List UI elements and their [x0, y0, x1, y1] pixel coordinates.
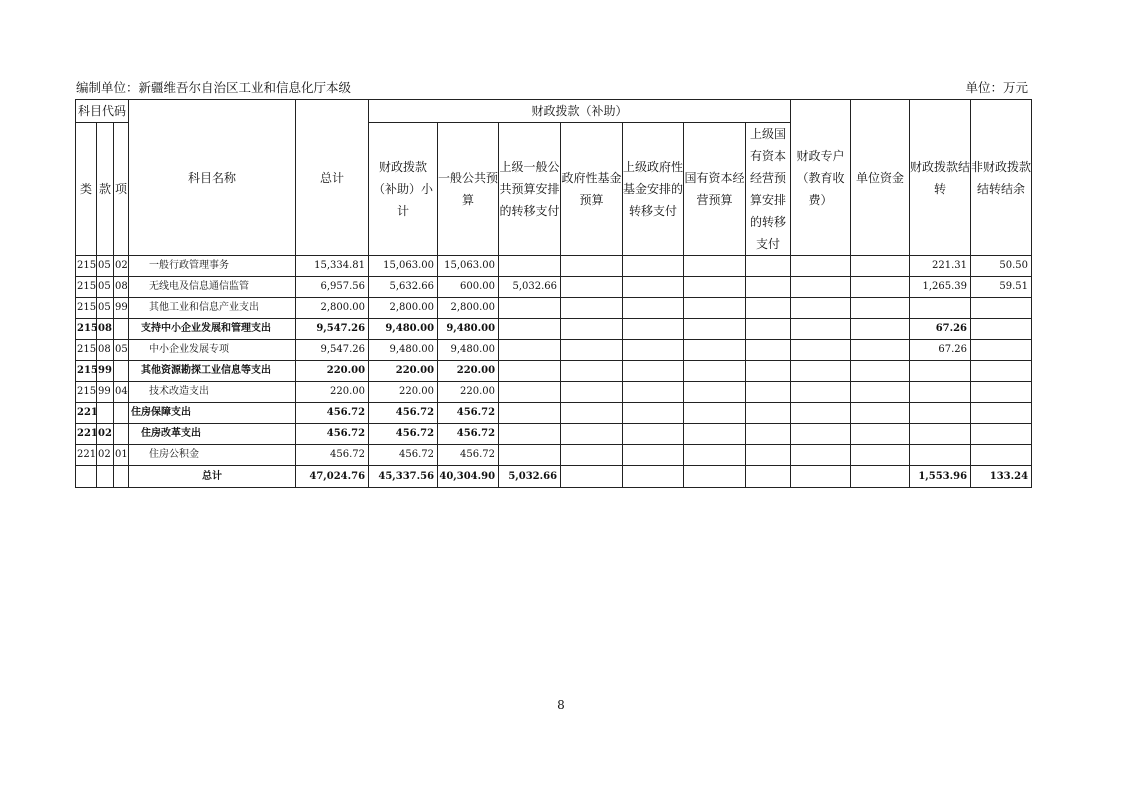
- cell-grant-carryover: [910, 424, 971, 445]
- cell-upper-state-capital-transfer: [746, 361, 791, 382]
- cell-upper-gov-fund-transfer: [623, 403, 684, 424]
- cell-unit-funds: [851, 319, 910, 340]
- cell-special-edu: [791, 445, 851, 466]
- cell-upper-general-transfer: [499, 319, 561, 340]
- cell-xiang: 99: [114, 298, 129, 319]
- cell-grant-carryover: 67.26: [910, 319, 971, 340]
- cell-xiang: [114, 361, 129, 382]
- cell-kuan: 99: [97, 382, 114, 403]
- cell-nongrant-carryover: [971, 382, 1032, 403]
- cell-special-edu: [791, 277, 851, 298]
- cell-total: 220.00: [296, 382, 369, 403]
- cell-grant-carryover: 1,265.39: [910, 277, 971, 298]
- cell-gov-fund: [561, 277, 623, 298]
- header-grant-subtotal: 财政拨款（补助）小计: [369, 123, 438, 256]
- cell-special-edu: [791, 424, 851, 445]
- cell-gov-fund: [561, 361, 623, 382]
- cell-upper-state-capital-transfer: [746, 256, 791, 277]
- cell-upper-general-transfer: [499, 340, 561, 361]
- total-cell-name: 总计: [129, 466, 296, 488]
- header-general-budget: 一般公共预算: [438, 123, 499, 256]
- cell-total: 456.72: [296, 424, 369, 445]
- cell-name: 住房公积金: [129, 445, 296, 466]
- cell-total: 15,334.81: [296, 256, 369, 277]
- cell-upper-state-capital-transfer: [746, 403, 791, 424]
- total-cell-special-edu: [791, 466, 851, 488]
- cell-general-budget: 2,800.00: [438, 298, 499, 319]
- total-cell-grant-carryover: 1,553.96: [910, 466, 971, 488]
- cell-grant-subtotal: 456.72: [369, 424, 438, 445]
- compiling-unit: 编制单位：新疆维吾尔自治区工业和信息化厅本级: [76, 80, 352, 95]
- cell-upper-general-transfer: [499, 361, 561, 382]
- cell-upper-gov-fund-transfer: [623, 382, 684, 403]
- cell-grant-subtotal: 456.72: [369, 445, 438, 466]
- cell-total: 456.72: [296, 403, 369, 424]
- cell-state-capital: [684, 277, 746, 298]
- cell-kuan: 05: [97, 277, 114, 298]
- cell-kuan: 02: [97, 424, 114, 445]
- total-cell-general-budget: 40,304.90: [438, 466, 499, 488]
- cell-nongrant-carryover: [971, 340, 1032, 361]
- cell-grant-subtotal: 2,800.00: [369, 298, 438, 319]
- cell-unit-funds: [851, 382, 910, 403]
- total-cell-unit-funds: [851, 466, 910, 488]
- cell-nongrant-carryover: [971, 424, 1032, 445]
- cell-total: 2,800.00: [296, 298, 369, 319]
- cell-gov-fund: [561, 445, 623, 466]
- cell-grant-subtotal: 15,063.00: [369, 256, 438, 277]
- cell-grant-carryover: [910, 445, 971, 466]
- cell-upper-state-capital-transfer: [746, 424, 791, 445]
- cell-kuan: 99: [97, 361, 114, 382]
- cell-upper-general-transfer: [499, 298, 561, 319]
- cell-unit-funds: [851, 445, 910, 466]
- cell-grant-subtotal: 9,480.00: [369, 340, 438, 361]
- table-row: [76, 445, 1032, 466]
- cell-upper-state-capital-transfer: [746, 277, 791, 298]
- cell-name: 一般行政管理事务: [129, 256, 296, 277]
- cell-upper-gov-fund-transfer: [623, 340, 684, 361]
- cell-general-budget: 220.00: [438, 361, 499, 382]
- cell-xiang: 02: [114, 256, 129, 277]
- cell-unit-funds: [851, 277, 910, 298]
- cell-general-budget: 456.72: [438, 403, 499, 424]
- currency-unit: 单位：万元: [965, 80, 1028, 95]
- cell-state-capital: [684, 382, 746, 403]
- total-cell-xiang: [114, 466, 129, 488]
- cell-lei: 221: [76, 424, 97, 445]
- cell-kuan: 02: [97, 445, 114, 466]
- cell-general-budget: 220.00: [438, 382, 499, 403]
- cell-gov-fund: [561, 256, 623, 277]
- cell-unit-funds: [851, 403, 910, 424]
- cell-grant-subtotal: 456.72: [369, 403, 438, 424]
- cell-grant-carryover: [910, 403, 971, 424]
- cell-name: 无线电及信息通信监管: [129, 277, 296, 298]
- cell-gov-fund: [561, 403, 623, 424]
- header-total: 总计: [296, 100, 369, 256]
- cell-nongrant-carryover: 50.50: [971, 256, 1032, 277]
- cell-total: 9,547.26: [296, 340, 369, 361]
- cell-general-budget: 600.00: [438, 277, 499, 298]
- header-upper-general-transfer: 上级一般公共预算安排的转移支付: [499, 123, 561, 256]
- cell-kuan: 08: [97, 319, 114, 340]
- cell-state-capital: [684, 361, 746, 382]
- cell-upper-state-capital-transfer: [746, 340, 791, 361]
- cell-upper-general-transfer: [499, 424, 561, 445]
- cell-name: 技术改造支出: [129, 382, 296, 403]
- cell-general-budget: 456.72: [438, 424, 499, 445]
- cell-total: 456.72: [296, 445, 369, 466]
- cell-kuan: 08: [97, 340, 114, 361]
- table-row: [76, 361, 1032, 382]
- table-row: [76, 319, 1032, 340]
- total-cell-total: 47,024.76: [296, 466, 369, 488]
- cell-general-budget: 456.72: [438, 445, 499, 466]
- cell-gov-fund: [561, 424, 623, 445]
- cell-state-capital: [684, 298, 746, 319]
- cell-grant-carryover: 221.31: [910, 256, 971, 277]
- cell-total: 9,547.26: [296, 319, 369, 340]
- header-xiang: 项: [114, 123, 129, 256]
- cell-lei: 215: [76, 361, 97, 382]
- cell-general-budget: 9,480.00: [438, 319, 499, 340]
- total-cell-lei: [76, 466, 97, 488]
- cell-grant-subtotal: 9,480.00: [369, 319, 438, 340]
- cell-nongrant-carryover: [971, 319, 1032, 340]
- cell-name: 其他工业和信息产业支出: [129, 298, 296, 319]
- cell-upper-general-transfer: [499, 256, 561, 277]
- cell-grant-carryover: [910, 382, 971, 403]
- cell-lei: 215: [76, 382, 97, 403]
- cell-state-capital: [684, 403, 746, 424]
- cell-xiang: [114, 403, 129, 424]
- cell-unit-funds: [851, 256, 910, 277]
- cell-upper-gov-fund-transfer: [623, 256, 684, 277]
- cell-name: 支持中小企业发展和管理支出: [129, 319, 296, 340]
- cell-xiang: [114, 319, 129, 340]
- cell-upper-state-capital-transfer: [746, 382, 791, 403]
- cell-xiang: 01: [114, 445, 129, 466]
- cell-special-edu: [791, 256, 851, 277]
- cell-xiang: 08: [114, 277, 129, 298]
- cell-grant-subtotal: 5,632.66: [369, 277, 438, 298]
- header-kuan: 款: [97, 123, 114, 256]
- cell-name: 其他资源勘探工业信息等支出: [129, 361, 296, 382]
- cell-upper-gov-fund-transfer: [623, 277, 684, 298]
- header-grant-group: 财政拨款（补助）: [369, 100, 791, 123]
- cell-special-edu: [791, 403, 851, 424]
- cell-lei: 215: [76, 319, 97, 340]
- cell-nongrant-carryover: [971, 403, 1032, 424]
- cell-lei: 221: [76, 403, 97, 424]
- cell-state-capital: [684, 256, 746, 277]
- cell-grant-carryover: 67.26: [910, 340, 971, 361]
- table-row: [76, 424, 1032, 445]
- cell-nongrant-carryover: [971, 445, 1032, 466]
- cell-gov-fund: [561, 298, 623, 319]
- header-special-edu: 财政专户（教育收费）: [791, 100, 851, 256]
- header-code-group: 科目代码: [76, 100, 129, 123]
- total-row: [76, 466, 1032, 488]
- cell-special-edu: [791, 319, 851, 340]
- total-cell-grant-subtotal: 45,337.56: [369, 466, 438, 488]
- cell-nongrant-carryover: [971, 298, 1032, 319]
- cell-grant-carryover: [910, 298, 971, 319]
- table-row: [76, 403, 1032, 424]
- cell-lei: 215: [76, 340, 97, 361]
- cell-grant-carryover: [910, 361, 971, 382]
- cell-total: 220.00: [296, 361, 369, 382]
- table-row: [76, 382, 1032, 403]
- header-nongrant-carryover: 非财政拨款结转结余: [971, 100, 1032, 256]
- cell-special-edu: [791, 340, 851, 361]
- total-cell-upper-general-transfer: 5,032.66: [499, 466, 561, 488]
- header-state-capital: 国有资本经营预算: [684, 123, 746, 256]
- header-unit-funds: 单位资金: [851, 100, 910, 256]
- header-upper-gov-fund-transfer: 上级政府性基金安排的转移支付: [623, 123, 684, 256]
- cell-upper-gov-fund-transfer: [623, 298, 684, 319]
- cell-lei: 215: [76, 277, 97, 298]
- table-row: [76, 277, 1032, 298]
- cell-unit-funds: [851, 298, 910, 319]
- cell-xiang: 05: [114, 340, 129, 361]
- cell-general-budget: 15,063.00: [438, 256, 499, 277]
- cell-upper-general-transfer: [499, 382, 561, 403]
- cell-state-capital: [684, 340, 746, 361]
- cell-lei: 215: [76, 256, 97, 277]
- header-lei: 类: [76, 123, 97, 256]
- table-row: [76, 256, 1032, 277]
- cell-upper-state-capital-transfer: [746, 298, 791, 319]
- cell-special-edu: [791, 298, 851, 319]
- cell-gov-fund: [561, 340, 623, 361]
- cell-name: 中小企业发展专项: [129, 340, 296, 361]
- cell-upper-general-transfer: [499, 445, 561, 466]
- cell-gov-fund: [561, 319, 623, 340]
- cell-name: 住房保障支出: [129, 403, 296, 424]
- total-cell-upper-gov-fund-transfer: [623, 466, 684, 488]
- total-cell-state-capital: [684, 466, 746, 488]
- cell-kuan: [97, 403, 114, 424]
- cell-upper-state-capital-transfer: [746, 445, 791, 466]
- table-body: [76, 256, 1032, 488]
- cell-gov-fund: [561, 382, 623, 403]
- cell-grant-subtotal: 220.00: [369, 382, 438, 403]
- cell-upper-gov-fund-transfer: [623, 361, 684, 382]
- cell-state-capital: [684, 424, 746, 445]
- cell-xiang: 04: [114, 382, 129, 403]
- cell-unit-funds: [851, 361, 910, 382]
- budget-table: [75, 99, 1032, 488]
- cell-kuan: 05: [97, 298, 114, 319]
- total-cell-gov-fund: [561, 466, 623, 488]
- cell-nongrant-carryover: 59.51: [971, 277, 1032, 298]
- header-name: 科目名称: [129, 100, 296, 256]
- cell-general-budget: 9,480.00: [438, 340, 499, 361]
- table-row: [76, 340, 1032, 361]
- header-upper-state-capital-transfer: 上级国有资本经营预算安排的转移支付: [746, 123, 791, 256]
- cell-upper-gov-fund-transfer: [623, 424, 684, 445]
- cell-upper-state-capital-transfer: [746, 319, 791, 340]
- header-grant-carryover: 财政拨款结转: [910, 100, 971, 256]
- cell-upper-gov-fund-transfer: [623, 445, 684, 466]
- cell-unit-funds: [851, 424, 910, 445]
- cell-lei: 221: [76, 445, 97, 466]
- table-row: [76, 298, 1032, 319]
- cell-upper-gov-fund-transfer: [623, 319, 684, 340]
- page-number: 8: [557, 698, 565, 712]
- cell-upper-general-transfer: 5,032.66: [499, 277, 561, 298]
- cell-unit-funds: [851, 340, 910, 361]
- cell-state-capital: [684, 445, 746, 466]
- cell-grant-subtotal: 220.00: [369, 361, 438, 382]
- header-gov-fund: 政府性基金预算: [561, 123, 623, 256]
- cell-upper-general-transfer: [499, 403, 561, 424]
- total-cell-upper-state-capital-transfer: [746, 466, 791, 488]
- total-cell-nongrant-carryover: 133.24: [971, 466, 1032, 488]
- cell-state-capital: [684, 319, 746, 340]
- cell-special-edu: [791, 361, 851, 382]
- cell-special-edu: [791, 382, 851, 403]
- cell-xiang: [114, 424, 129, 445]
- cell-name: 住房改革支出: [129, 424, 296, 445]
- cell-lei: 215: [76, 298, 97, 319]
- cell-kuan: 05: [97, 256, 114, 277]
- cell-total: 6,957.56: [296, 277, 369, 298]
- cell-nongrant-carryover: [971, 361, 1032, 382]
- total-cell-kuan: [97, 466, 114, 488]
